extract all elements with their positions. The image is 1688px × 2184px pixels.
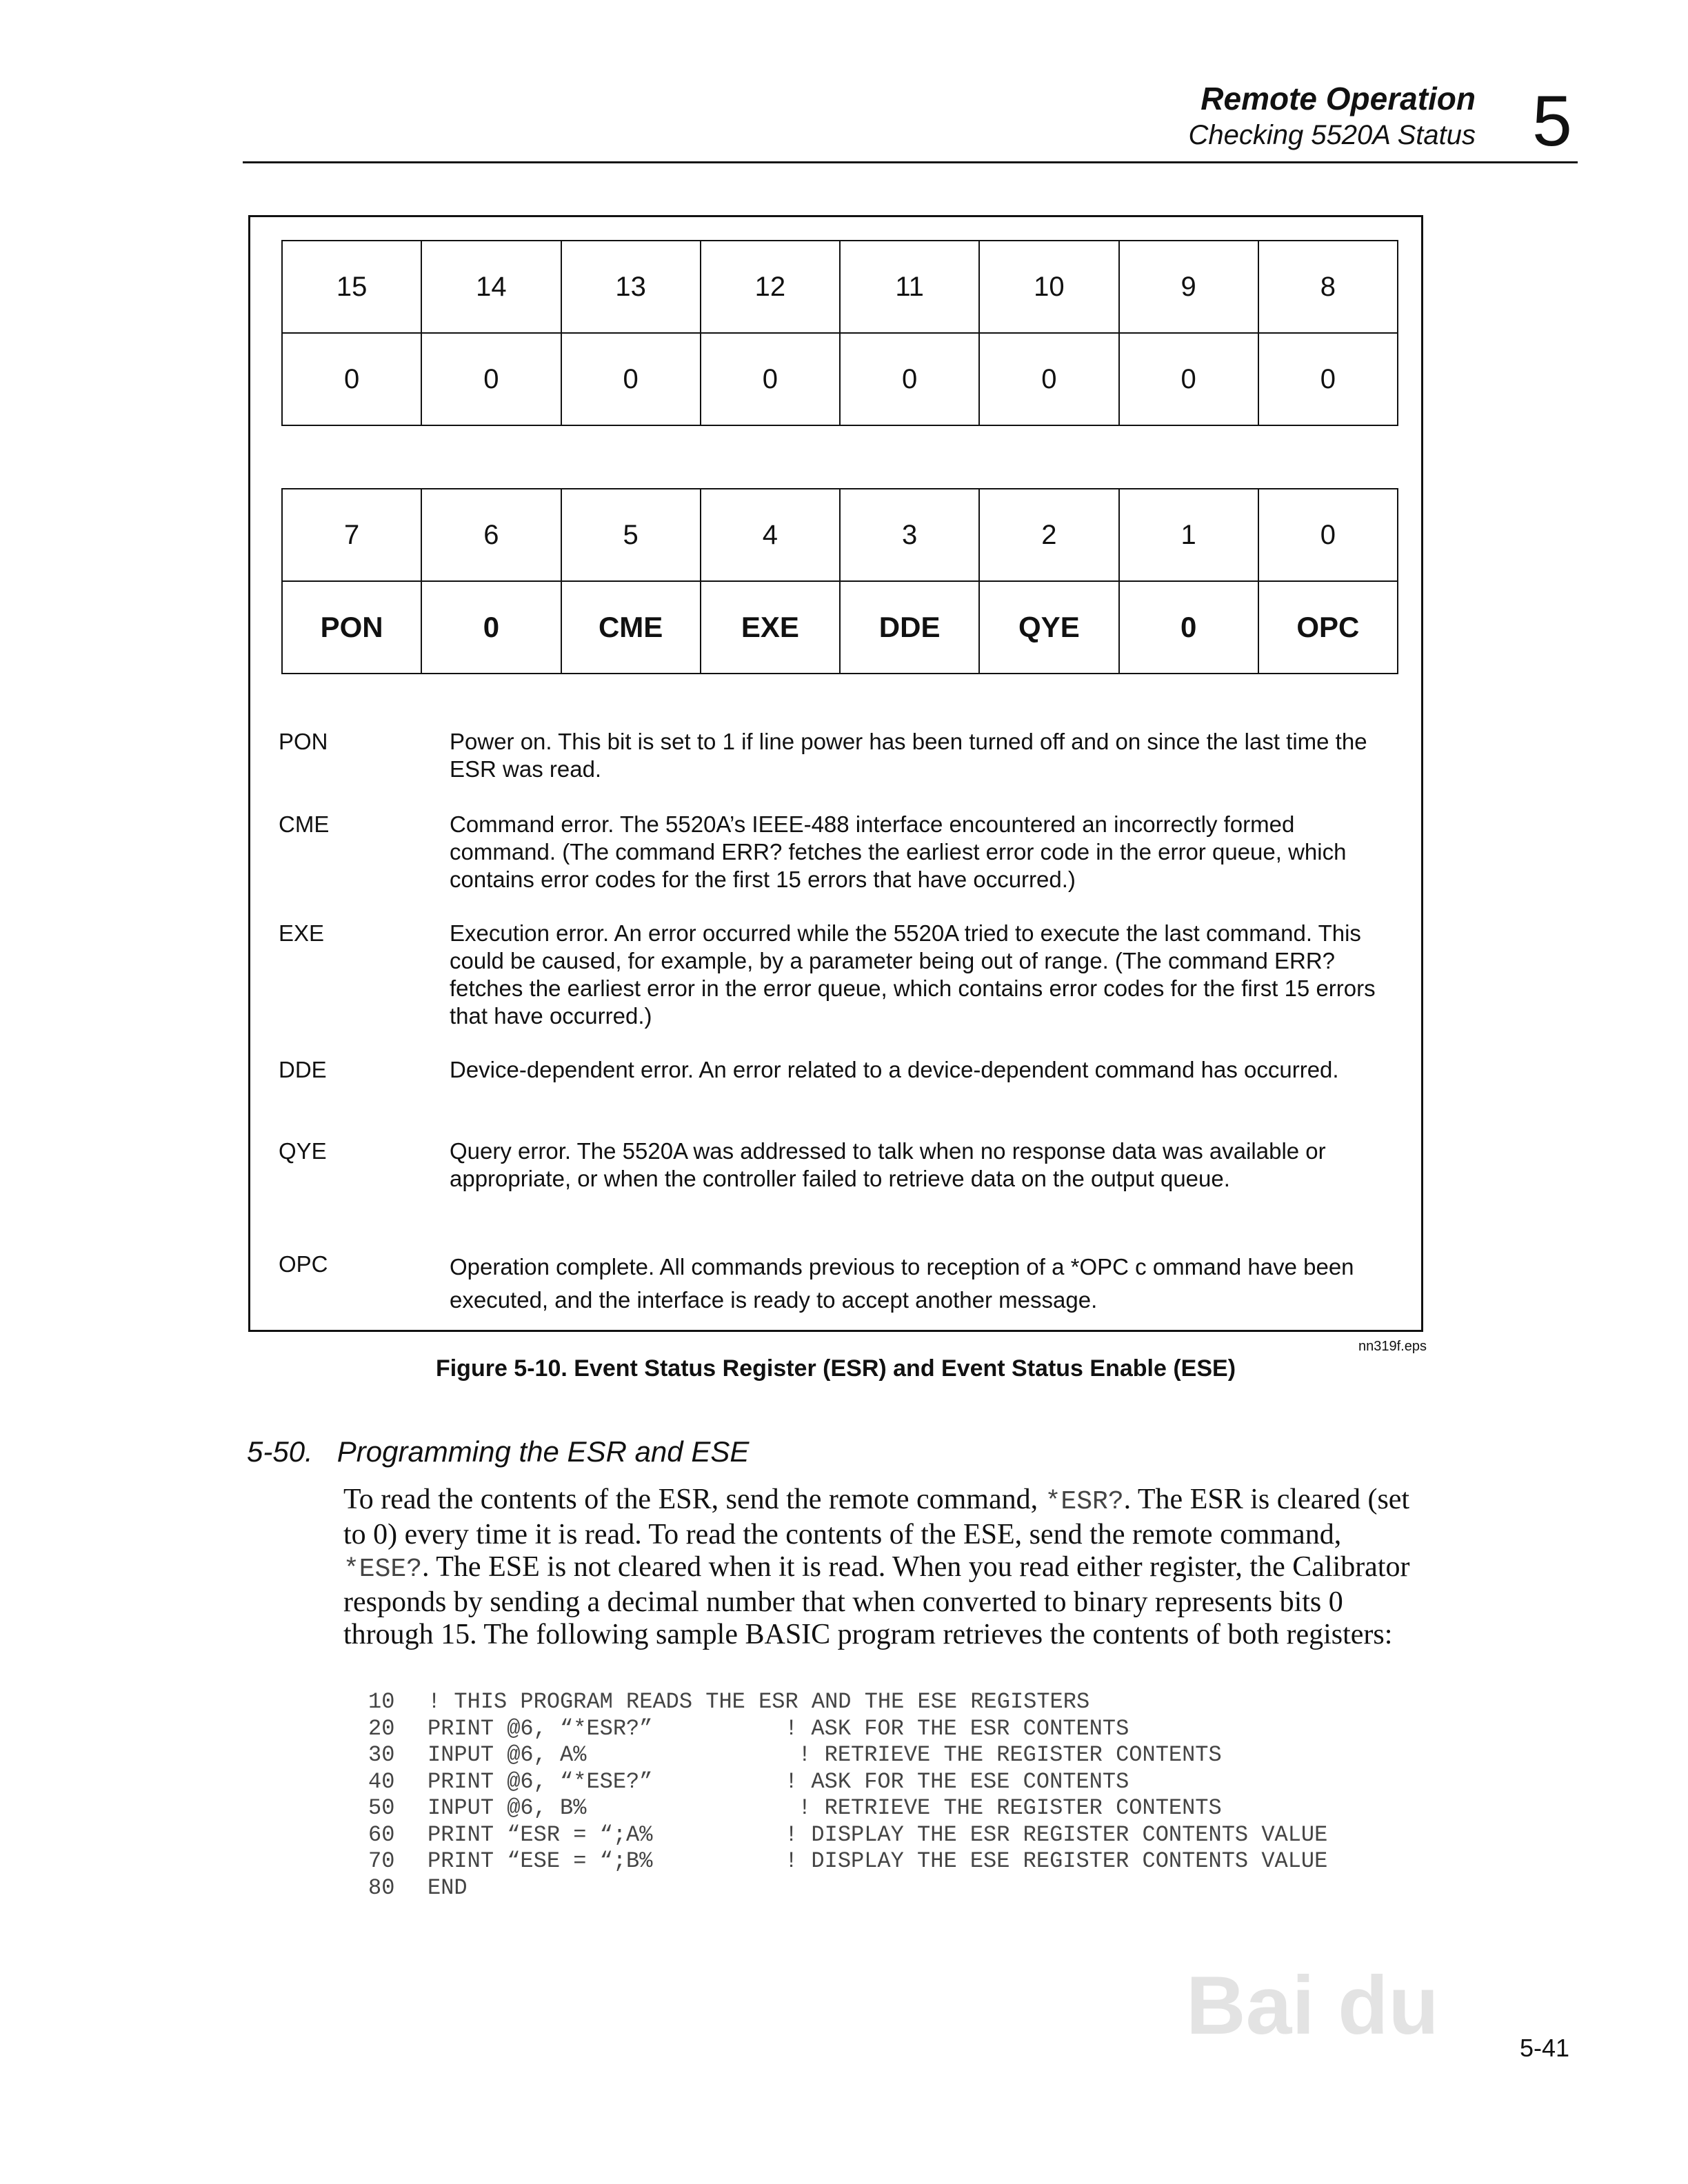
bit-value-cell: 0	[1119, 581, 1258, 674]
bit-value-cell: OPC	[1258, 581, 1398, 674]
header-rule	[243, 161, 1578, 163]
bit-value-cell: 0	[421, 581, 561, 674]
bit-number-cell: 15	[282, 241, 421, 333]
definition-label: OPC	[279, 1251, 328, 1277]
bit-value-cell: EXE	[701, 581, 840, 674]
chapter-title: Remote Operation	[1200, 81, 1476, 117]
bit-number-cell: 13	[561, 241, 701, 333]
definition-text: Query error. The 5520A was addressed to talk when no response data was available or appropriate, or when the controller failed to retrieve data on the output queue.	[450, 1138, 1326, 1191]
bit-value-cell: CME	[561, 581, 701, 674]
bit-number-cell: 11	[840, 241, 979, 333]
comment: ! ASK FOR THE ESE CONTENTS	[785, 1768, 1129, 1794]
definition-text: Device-dependent error. An error related to a device-dependent command has occurred.	[450, 1057, 1339, 1082]
bit-number-cell: 10	[979, 241, 1118, 333]
line-number: 60	[368, 1821, 395, 1848]
bit-number-cell: 14	[421, 241, 561, 333]
statement: PRINT @6, “*ESR?”	[428, 1715, 653, 1741]
bit-number-cell: 4	[701, 489, 840, 581]
bit-value-cell: 0	[701, 333, 840, 425]
line-number: 50	[368, 1795, 395, 1821]
bit-value-cell: 0	[979, 333, 1118, 425]
bit-number-cell: 9	[1119, 241, 1258, 333]
line-number: 20	[368, 1715, 395, 1741]
statement: INPUT @6, B%	[428, 1795, 587, 1821]
text: To read the contents of the ESR, send the remote command,	[343, 1484, 1045, 1515]
line-number: 70	[368, 1848, 395, 1874]
definition-label: PON	[279, 729, 328, 754]
bit-number-cell: 0	[1258, 489, 1398, 581]
statement: END	[428, 1874, 468, 1901]
code-line	[368, 1822, 1688, 1848]
bit-number-cell: 8	[1258, 241, 1398, 333]
text: . The ESE is not cleared when it is read. When you read either register, the Calibrator responds by sending a decimal number that when converted to binary represents bits 0 through 15. The following sample BASIC program retrieves the contents of both registers:	[343, 1551, 1410, 1650]
bit-value-cell: QYE	[979, 581, 1118, 674]
bit-number-cell: 12	[701, 241, 840, 333]
bit-value-cell: 0	[561, 333, 701, 425]
definition-text: Execution error. An error occurred while the 5520A tried to execute the last command. This could be caused, for example, by a parameter being out of range. (The command ERR? fetches the earliest error in the error queue, which contains error codes for the first 15 errors that have occurred.)	[450, 920, 1376, 1029]
code-line	[368, 1848, 1688, 1874]
bit-value-cell: DDE	[840, 581, 979, 674]
statement: INPUT @6, A%	[428, 1742, 587, 1768]
section-subtitle: Checking 5520A Status	[1188, 120, 1476, 150]
comment: ! DISPLAY THE ESE REGISTER CONTENTS VALUE	[785, 1848, 1328, 1874]
page-number: 5-41	[1520, 2034, 1570, 2062]
code-line	[368, 1689, 1688, 1715]
code-line	[368, 1716, 1688, 1742]
bit-value-cell: 0	[421, 333, 561, 425]
bit-value-cell: PON	[282, 581, 421, 674]
bit-number-cell: 1	[1119, 489, 1258, 581]
code-line	[368, 1742, 1688, 1768]
bit-number-cell: 7	[282, 489, 421, 581]
code-line	[368, 1875, 1688, 1901]
definition-label: CME	[279, 811, 330, 837]
figure-caption: Figure 5-10. Event Status Register (ESR) and Event Status Enable (ESE)	[435, 1355, 1236, 1382]
line-number: 80	[368, 1874, 395, 1901]
bit-value-cell: 0	[840, 333, 979, 425]
statement: PRINT “ESE = “;B%	[428, 1848, 653, 1874]
bit-number-cell: 3	[840, 489, 979, 581]
bit-value-cell: 0	[282, 333, 421, 425]
bit-number-cell: 5	[561, 489, 701, 581]
line-number: 40	[368, 1768, 395, 1794]
definition-label: DDE	[279, 1057, 327, 1082]
bit-number-cell: 2	[979, 489, 1118, 581]
definition-label: QYE	[279, 1138, 327, 1164]
comment: ! ASK FOR THE ESR CONTENTS	[785, 1715, 1129, 1741]
comment: ! DISPLAY THE ESR REGISTER CONTENTS VALUE	[785, 1821, 1328, 1848]
definition-text: Operation complete. All commands previous to reception of a *OPC c ommand have been executed, and the interface is ready to accept another message.	[450, 1254, 1354, 1313]
line-number: 30	[368, 1742, 395, 1768]
definition-text: Power on. This bit is set to 1 if line power has been turned off and on since the last time the ESR was read.	[450, 729, 1367, 782]
bit-value-cell: 0	[1119, 333, 1258, 425]
body-paragraph	[343, 1484, 1426, 1652]
bit-value-cell: 0	[1258, 333, 1398, 425]
definition-text: Command error. The 5520A’s IEEE-488 interface encountered an incorrectly formed command. (The command ERR? fetches the earliest error code in the error queue, which contains error codes for the first 15 errors that have occurred.)	[450, 811, 1347, 892]
section-heading: 5-50. Programming the ESR and ESE	[247, 1435, 750, 1468]
code-line	[368, 1795, 1688, 1821]
command-ese: *ESE?	[343, 1555, 423, 1584]
bit-number-cell: 6	[421, 489, 561, 581]
comment: ! RETRIEVE THE REGISTER CONTENTS	[785, 1795, 1222, 1821]
register-table-upper	[281, 240, 1398, 426]
code-line	[368, 1769, 1688, 1795]
statement: PRINT @6, “*ESE?”	[428, 1768, 653, 1794]
watermark-logo: Bai du	[1186, 1959, 1439, 2052]
text: . The ESR is cleared (set to 0) every time it is read. To read the contents of the ESE, send the remote command,	[343, 1484, 1410, 1550]
statement: ! THIS PROGRAM READS THE ESR AND THE ESE REGISTERS	[428, 1689, 1090, 1715]
figure-file-name: nn319f.eps	[1358, 1339, 1427, 1354]
register-table-lower	[281, 488, 1398, 674]
definition-label: EXE	[279, 920, 325, 946]
chapter-number: 5	[1532, 81, 1572, 161]
line-number: 10	[368, 1689, 395, 1715]
comment: ! RETRIEVE THE REGISTER CONTENTS	[785, 1742, 1222, 1768]
statement: PRINT “ESR = “;A%	[428, 1821, 653, 1848]
command-esr: *ESR?	[1045, 1487, 1124, 1517]
